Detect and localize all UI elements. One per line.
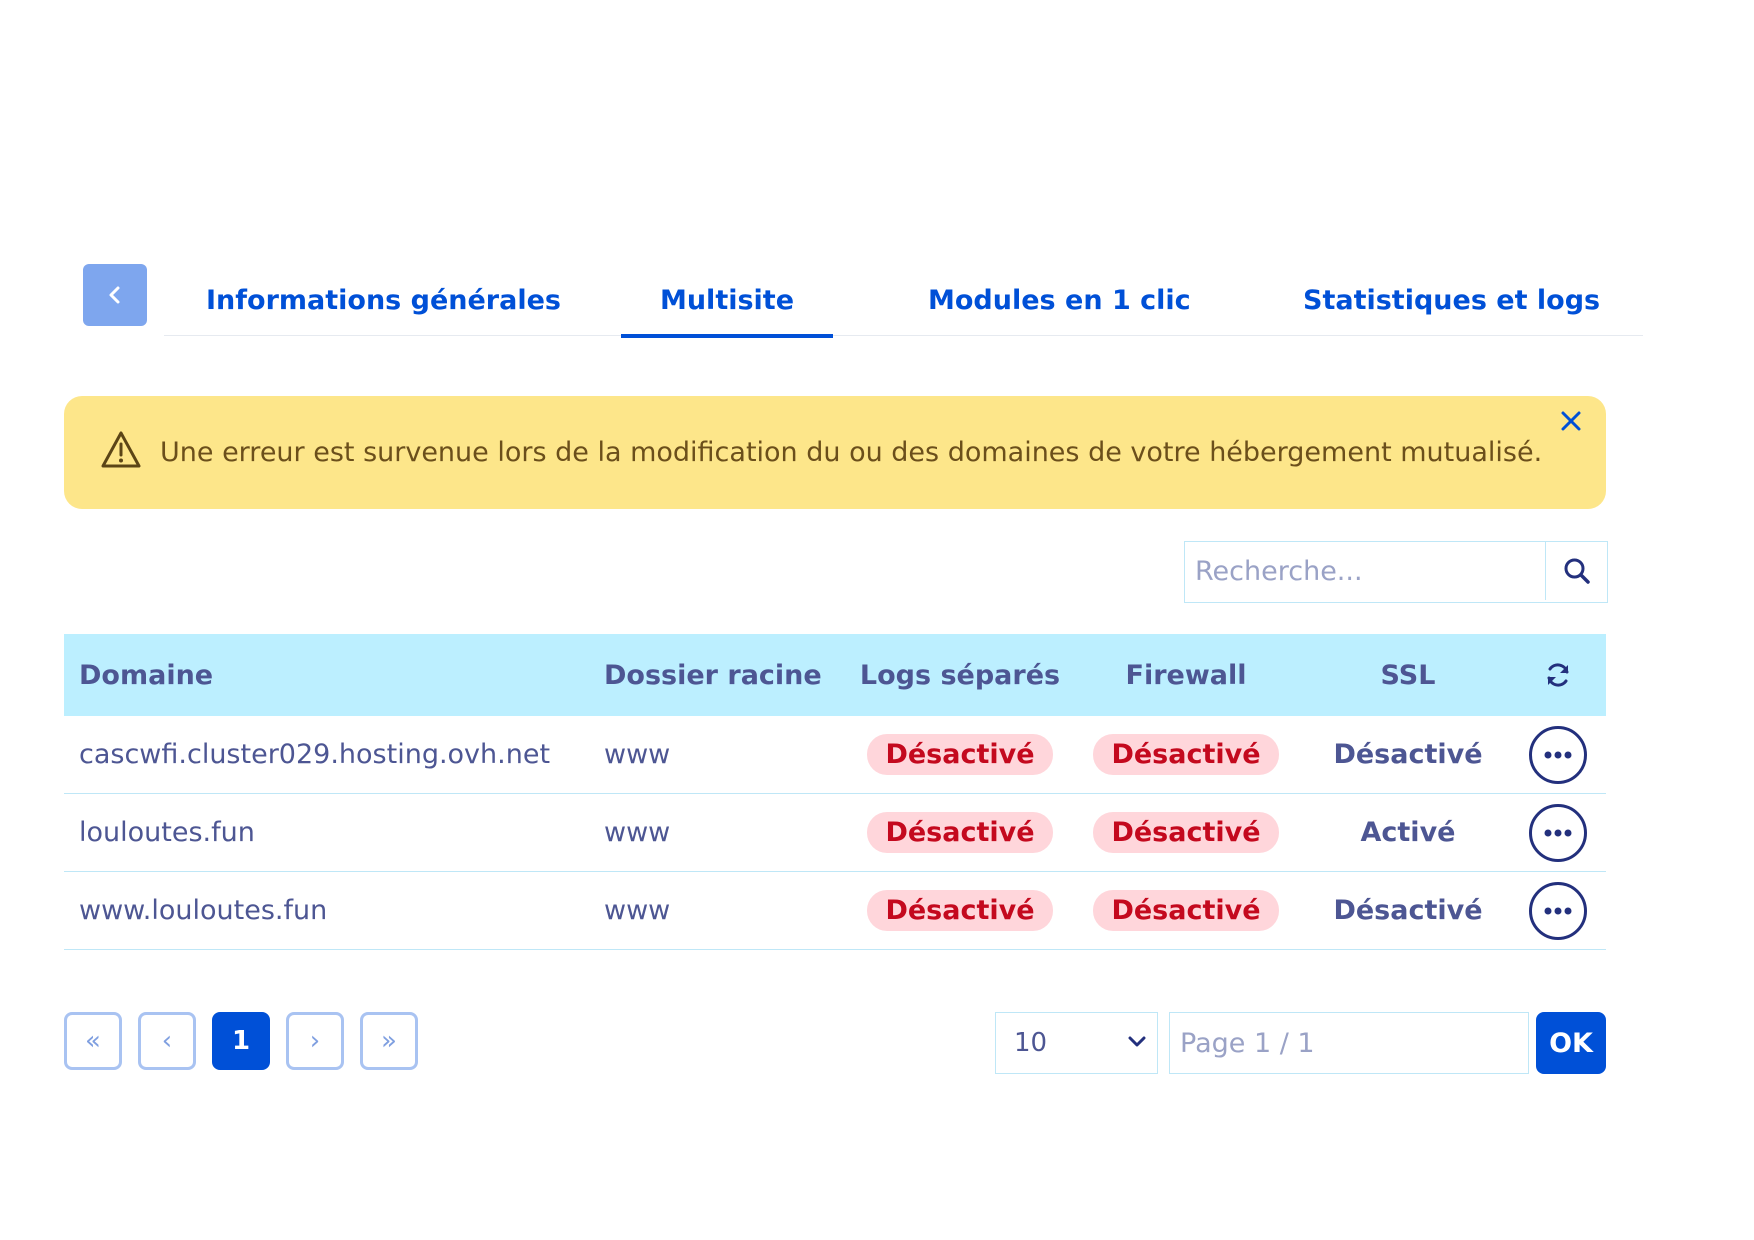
page-number-field	[1169, 1012, 1529, 1074]
chevron-left-icon	[104, 284, 126, 306]
status-badge: Désactivé	[1093, 812, 1278, 853]
tab-bar	[83, 264, 1643, 336]
status-badge: Désactivé	[867, 812, 1052, 853]
ssl-status: Activé	[1360, 817, 1456, 848]
chevron-down-icon	[1127, 1034, 1147, 1048]
header-separate-logs[interactable]: Logs séparés	[859, 659, 1061, 691]
ssl-status: Désactivé	[1333, 895, 1483, 926]
root-folder-cell: www	[604, 739, 671, 770]
domain-cell: www.louloutes.fun	[79, 895, 328, 926]
status-badge: Désactivé	[867, 734, 1052, 775]
tab-modules[interactable]: Modules en 1 clic	[928, 284, 1191, 316]
row-actions	[1526, 716, 1590, 793]
page-size-select[interactable]	[995, 1012, 1158, 1074]
status-badge: Désactivé	[867, 890, 1052, 931]
alert-message: Une erreur est survenue lors de la modification du ou des domaines de votre hébergement mutualisé.	[160, 437, 1543, 468]
search-input[interactable]	[1185, 542, 1545, 600]
header-firewall[interactable]: Firewall	[1125, 659, 1247, 691]
tab-multisite[interactable]: Multisite	[621, 264, 833, 336]
warning-icon	[100, 430, 142, 470]
next-page-button[interactable]: ›	[286, 1012, 344, 1070]
refresh-button[interactable]	[1526, 634, 1590, 716]
close-icon[interactable]	[1558, 408, 1584, 434]
refresh-icon	[1543, 660, 1573, 690]
error-alert	[64, 396, 1606, 509]
firewall-cell	[1085, 872, 1287, 949]
more-actions-button[interactable]	[1529, 726, 1587, 784]
ellipsis-icon	[1543, 906, 1573, 916]
back-button[interactable]	[83, 264, 147, 326]
header-ssl[interactable]: SSL	[1380, 659, 1436, 691]
ssl-cell	[1310, 872, 1506, 949]
logs-cell	[859, 872, 1061, 949]
root-folder-cell: www	[604, 817, 671, 848]
ellipsis-icon	[1543, 828, 1573, 838]
domain-cell: cascwfi.cluster029.hosting.ovh.net	[79, 739, 551, 770]
ssl-cell	[1310, 716, 1506, 793]
row-actions	[1526, 872, 1590, 949]
ssl-status: Désactivé	[1333, 739, 1483, 770]
domain-cell: louloutes.fun	[79, 817, 255, 848]
table-header	[64, 634, 1606, 716]
ellipsis-icon	[1543, 750, 1573, 760]
search-box	[1184, 541, 1608, 603]
tab-informations-generales[interactable]: Informations générales	[206, 284, 561, 316]
firewall-cell	[1085, 794, 1287, 871]
logs-cell	[859, 794, 1061, 871]
prev-page-button[interactable]: ‹	[138, 1012, 196, 1070]
status-badge: Désactivé	[1093, 734, 1278, 775]
tab-statistiques[interactable]: Statistiques et logs	[1303, 284, 1601, 316]
table-row	[64, 794, 1606, 872]
logs-cell	[859, 716, 1061, 793]
more-actions-button[interactable]	[1529, 804, 1587, 862]
search-icon	[1562, 556, 1592, 586]
current-page-button[interactable]: 1	[212, 1012, 270, 1070]
more-actions-button[interactable]	[1529, 882, 1587, 940]
page-size-value: 10	[1014, 1028, 1048, 1058]
header-domain[interactable]: Domaine	[79, 659, 214, 691]
first-page-button[interactable]: «	[64, 1012, 122, 1070]
status-badge: Désactivé	[1093, 890, 1278, 931]
row-actions	[1526, 794, 1590, 871]
ok-button[interactable]: OK	[1536, 1012, 1606, 1074]
ssl-cell	[1310, 794, 1506, 871]
last-page-button[interactable]: »	[360, 1012, 418, 1070]
firewall-cell	[1085, 716, 1287, 793]
header-root-folder[interactable]: Dossier racine	[604, 659, 822, 691]
search-button[interactable]	[1545, 542, 1607, 600]
root-folder-cell: www	[604, 895, 671, 926]
table-row	[64, 872, 1606, 950]
domains-table	[64, 634, 1606, 950]
table-row	[64, 716, 1606, 794]
page-number-input[interactable]	[1178, 1027, 1520, 1060]
